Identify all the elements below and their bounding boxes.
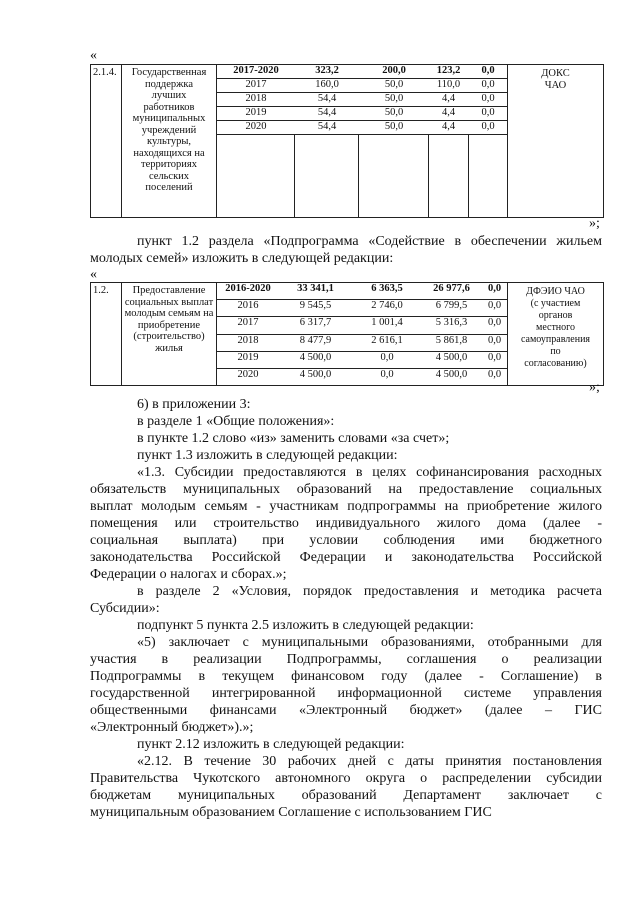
table1-federal: 50,0: [359, 107, 429, 121]
table1-period: 2019: [217, 107, 295, 121]
table1-federal: 200,0: [359, 65, 429, 79]
body-line: бюджетам муниципальных образований Департамент заключает с: [90, 788, 602, 803]
table2-local: 0,0: [481, 334, 508, 351]
table1-regional: 4,4: [429, 93, 468, 107]
body-line: «Электронный бюджет»).»;: [90, 720, 254, 735]
body-line: муниципальным образованием Соглашение с использованием ГИС: [90, 805, 492, 820]
table-row: [217, 300, 508, 317]
table2-row-number: 1.2.: [91, 283, 122, 386]
body-line: обязательств муниципальных образований на предоставление социальных: [90, 482, 602, 497]
table1-regional: 4,4: [429, 107, 468, 121]
body-line: Субсидии»:: [90, 601, 160, 616]
table2-name-line: Предоставление: [132, 285, 206, 296]
empty-cell: [469, 135, 507, 217]
table1-name-cell: [122, 65, 217, 218]
empty-cell: [429, 135, 468, 217]
table1-local: 0,0: [468, 121, 508, 135]
table2-period: 2020: [237, 368, 259, 380]
between-line: пункт 1.2 раздела «Подпрограмма «Содействие в обеспечении жильем: [137, 234, 602, 249]
table1-federal: 50,0: [359, 79, 429, 93]
body-line: в разделе 1 «Общие положения»:: [137, 414, 335, 429]
table1-responsible-line: ЧАО: [544, 80, 567, 91]
table1-federal: 50,0: [359, 93, 429, 107]
table1-row-number: 2.1.4.: [91, 65, 122, 218]
table1-values-cell: [217, 65, 508, 218]
table2-regional: 5 861,8: [422, 334, 481, 351]
table2-period: 2016-2020: [217, 283, 279, 300]
table1-regional: 110,0: [429, 79, 468, 93]
table1-total: 54,4: [295, 121, 359, 135]
table1-total: 54,4: [295, 107, 359, 121]
table1-responsible-line: ДОКС: [541, 68, 570, 79]
table2-period: 2018: [217, 334, 279, 351]
table2-period: 2017: [217, 317, 279, 334]
body-line: 6) в приложении 3:: [137, 397, 251, 412]
table1-local: 0,0: [468, 79, 508, 93]
table1-period: 2017: [217, 79, 295, 93]
table2-regional: 26 977,6: [422, 283, 481, 300]
table1-responsible-cell: [508, 65, 604, 218]
table2-regional: 4 500,0: [422, 351, 481, 368]
table1-total: 54,4: [295, 93, 359, 107]
table2-name-cell: [122, 283, 217, 386]
table-2: [90, 282, 604, 386]
table2-total: 8 477,9: [279, 334, 352, 351]
table-row: [217, 79, 508, 93]
table1-name-line: поддержка: [144, 78, 194, 90]
close-quote-2: »;: [589, 380, 600, 395]
table2-responsible-line: самоуправления: [520, 334, 591, 345]
table1-period: 2017-2020: [217, 65, 295, 79]
table-1: [90, 64, 604, 218]
empty-cell: [359, 135, 429, 217]
body-line: в разделе 2 «Условия, порядок предоставления и методика расчета: [137, 584, 602, 599]
table1-name-line: лучших: [151, 90, 187, 101]
body-line: «2.12. В течение 30 рабочих дней с даты принятия постановления: [137, 754, 602, 769]
table-row: [217, 107, 508, 121]
open-quote-1: «: [90, 48, 97, 63]
table2-federal: 2 746,0: [352, 300, 422, 317]
table-row: [217, 368, 508, 385]
table2-regional: 5 316,3: [422, 317, 481, 334]
table1-name-line: поселений: [145, 182, 193, 193]
table1-period: 2018: [217, 93, 295, 107]
table2-federal: 2 616,1: [352, 334, 422, 351]
table-row: [217, 351, 508, 368]
body-line: социальная выплата) при условии соблюдения ими бюджетного: [90, 533, 602, 548]
table1-period: 2020: [217, 121, 295, 135]
table2-period: 2019: [217, 351, 279, 368]
table-row: [217, 93, 508, 107]
body-line: «1.3. Субсидии предоставляются в целях софинансирования расходных: [137, 465, 602, 480]
table2-name-line: социальных выплат: [124, 296, 214, 308]
table1-name-line: сельских: [148, 170, 190, 182]
table1-name-line: учреждений: [141, 124, 197, 136]
body-line: государственной интегрированной информационной системе управления: [90, 686, 602, 701]
table2-total: 33 341,1: [279, 283, 352, 300]
empty-cell: [217, 135, 295, 217]
table1-name-line: Государственная: [131, 67, 207, 78]
table2-total: 9 545,5: [279, 300, 352, 317]
table-row: [217, 121, 508, 135]
table2-responsible-line: ДФЭИО ЧАО: [526, 286, 585, 297]
table2-name-line: (строительство): [133, 331, 205, 342]
table2-total: 6 317,7: [279, 317, 352, 334]
table2-responsible-line: согласованию): [524, 358, 587, 369]
body-line: Федерации о налогах и сборах.»;: [90, 567, 287, 582]
table2-total: 4 500,0: [299, 368, 332, 380]
table1-local: 0,0: [468, 93, 508, 107]
between-line: молодых семей» изложить в следующей редакции:: [90, 251, 394, 266]
close-quote-1: »;: [589, 216, 600, 231]
table2-regional: 4 500,0: [435, 368, 468, 380]
table1-total: 323,2: [295, 65, 359, 79]
table1-regional: 4,4: [429, 121, 468, 135]
table2-federal: 0,0: [352, 351, 422, 368]
table2-responsible-line: местного: [535, 322, 576, 333]
table2-local: 0,0: [481, 351, 508, 368]
table2-regional: 6 799,5: [422, 300, 481, 317]
table1-name-line: культуры,: [147, 136, 191, 147]
empty-cell: [295, 135, 359, 217]
table2-federal: 1 001,4: [352, 317, 422, 334]
table1-values: [217, 65, 508, 135]
table2-values-cell: [217, 283, 508, 386]
table2-federal: 0,0: [380, 368, 394, 380]
table2-responsible-line: по: [550, 346, 561, 357]
body-line: «5) заключает с муниципальными образованиями, отобранными для: [137, 635, 602, 650]
table2-name-line: приобретение: [137, 319, 201, 331]
table2-local: 0,0: [481, 317, 508, 334]
table2-name-line: жилья: [155, 342, 183, 354]
table2-values: [217, 283, 508, 385]
table-row: [217, 317, 508, 334]
table1-name-line: территориях: [140, 159, 198, 170]
table1-name-line: находящихся на: [133, 147, 205, 159]
body-line: в пункте 1.2 слово «из» заменить словами «за счет»;: [137, 431, 450, 446]
body-line: Подпрограммы в текущем финансовом году (далее - Соглашение) в: [90, 669, 602, 684]
table1-empty-columns: [217, 135, 507, 217]
table2-responsible-cell: [508, 283, 604, 386]
table-row: [217, 283, 508, 300]
body-line: участия в реализации Подпрограммы, соглашения о реализации: [90, 652, 602, 667]
body-line: общественными финансами «Электронный бюджет» (далее – ГИС: [90, 703, 602, 718]
table1-federal: 50,0: [359, 121, 429, 135]
body-line: пункт 2.12 изложить в следующей редакции:: [137, 737, 405, 752]
table1-name-line: муниципальных: [132, 113, 206, 124]
body-line: пункт 1.3 изложить в следующей редакции:: [137, 448, 398, 463]
open-quote-2: «: [90, 267, 97, 282]
table-row: [217, 334, 508, 351]
table2-total: 4 500,0: [279, 351, 352, 368]
table2-local: 0,0: [481, 300, 508, 317]
table1-name-line: работников: [143, 101, 195, 113]
table1-regional: 123,2: [429, 65, 468, 79]
table2-local: 0,0: [481, 283, 508, 300]
body-line: выплат молодым семьям - участникам подпрограммы на приобретение жилого: [90, 499, 602, 514]
body-line: подпункт 5 пункта 2.5 изложить в следующей редакции:: [137, 618, 474, 633]
table2-period: 2016: [217, 300, 279, 317]
table1-local: 0,0: [468, 107, 508, 121]
table-row: [217, 65, 508, 79]
table2-name-line: молодым семьям на: [124, 308, 214, 319]
table1-total: 160,0: [295, 79, 359, 93]
table1-local: 0,0: [468, 65, 508, 79]
table2-local: 0,0: [487, 368, 502, 380]
body-line: законодательства Российской Федерации и законодательства Российской: [90, 550, 602, 565]
body-line: Правительства Чукотского автономного округа о распределении субсидии: [90, 771, 602, 786]
table2-responsible-line: органов: [538, 310, 573, 321]
table2-responsible-line: (с участием: [530, 298, 581, 309]
body-line: помещения или строительство индивидуального жилого дома (далее -: [90, 516, 602, 531]
table2-federal: 6 363,5: [352, 283, 422, 300]
